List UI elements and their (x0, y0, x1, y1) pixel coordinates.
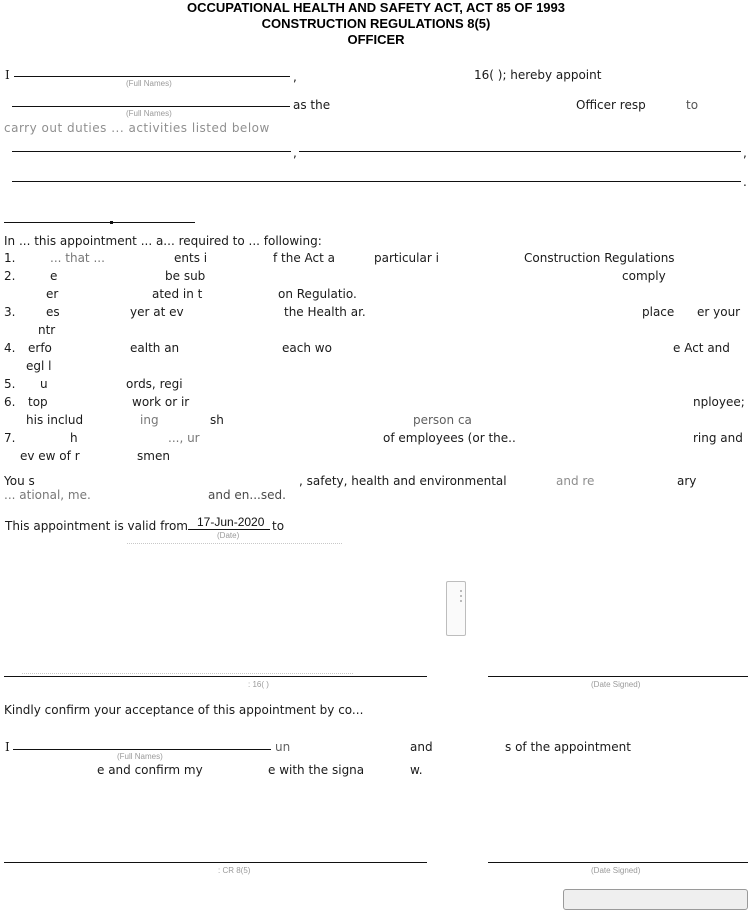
duty-item-text-b: ords, regi (126, 377, 183, 391)
duty-item-text-b: ealth an (130, 341, 180, 355)
acceptor-name-field[interactable] (13, 749, 271, 750)
signature-scroll-widget[interactable] (446, 581, 466, 636)
section-reference: 16( ); hereby appoint (474, 68, 602, 82)
duty-item-text-a: es (46, 305, 60, 319)
duty-item-text-d: particular i (374, 251, 439, 265)
acceptance-text-c: s of the appointment (505, 740, 631, 754)
signature-short-dot (110, 221, 113, 224)
duty-field-2[interactable] (299, 151, 741, 152)
date-signed-caption-1: (Date Signed) (591, 680, 641, 689)
duty-item-text-a: e (50, 269, 58, 283)
signature-short-field[interactable] (4, 222, 195, 223)
full-names-caption: (Full Names) (126, 79, 172, 88)
date-signed-field-1[interactable] (488, 676, 748, 677)
duty-item-text-e: comply (622, 269, 666, 283)
duty-item-text-c: of employees (or the.. (383, 431, 516, 445)
duty-item-cont-a: ev ew of r (20, 449, 80, 463)
duty-item-cont-b: ing (140, 413, 159, 427)
closing-text-b: , safety, health and environmental (299, 474, 507, 488)
duty-item-text-e: ring and (693, 431, 743, 445)
acceptance-text-a: un (275, 740, 291, 754)
duty-field-1[interactable] (12, 151, 291, 152)
duty-item-text-a: u (40, 377, 48, 391)
closing-text-e: ... ational, me. (4, 488, 91, 502)
closing-text-c: and re (556, 474, 595, 488)
comma-3: , (743, 146, 747, 160)
date-signed-field-2[interactable] (488, 862, 748, 863)
to-label: to (272, 519, 285, 533)
duty-item-text-e: e Act and (673, 341, 730, 355)
appointer-signature-field[interactable] (4, 676, 427, 677)
duties-intro: In ... this appointment ... a... required to ... following: (4, 234, 322, 248)
duty-item-text-b: work or ir (132, 395, 190, 409)
signature-caption-2: : CR 8(5) (218, 866, 251, 875)
duty-item-number: 2. (4, 269, 16, 283)
valid-from-date[interactable]: 17-Jun-2020 (197, 515, 265, 529)
date-signed-caption-2: (Date Signed) (591, 866, 641, 875)
duty-item-cont-b: ated in t (152, 287, 203, 301)
duty-item-text-a: erfo (28, 341, 52, 355)
duty-item-number: 7. (4, 431, 16, 445)
duty-item-text-c: each wo (282, 341, 332, 355)
closing-text-f: and en...sed. (208, 488, 286, 502)
document-title-line3: OFFICER (347, 32, 405, 47)
comma: , (293, 70, 297, 84)
duty-item-text-b: ents i (174, 251, 208, 265)
duty-item-text-b: yer at ev (130, 305, 184, 319)
document-title-line2: CONSTRUCTION REGULATIONS 8(5) (261, 16, 491, 31)
signature-dotted-line-1 (22, 673, 353, 674)
duty-item-cont-c: sh (210, 413, 224, 427)
duty-item-number: 4. (4, 341, 16, 355)
duty-item-text-e: place (642, 305, 675, 319)
duty-item-number: 1. (4, 251, 16, 265)
duty-item-number: 5. (4, 377, 16, 391)
officer-text-fragment: Officer resp (576, 98, 646, 112)
acceptance-confirm-text: Kindly confirm your acceptance of this appointment by co... (4, 703, 364, 717)
duty-item-text-a: h (70, 431, 78, 445)
duty-item-number: 3. (4, 305, 16, 319)
acceptor-signature-field[interactable] (4, 862, 427, 863)
as-the-text: as the (293, 98, 331, 112)
appointer-name-field[interactable] (14, 76, 290, 77)
acceptance-text-f: w. (410, 763, 423, 777)
carry-out-text-content: carry out duties ... activities listed below (4, 121, 270, 135)
carry-out-text (4, 121, 270, 135)
duty-item-cont-d: person ca (413, 413, 472, 427)
duty-item-text-e: Construction Regulations (524, 251, 675, 265)
submit-button[interactable] (563, 889, 748, 910)
duty-item-cont-a: his includ (26, 413, 84, 427)
duty-item-cont-a: ntr (38, 323, 56, 337)
duty-item-text-b: be sub (165, 269, 206, 283)
duty-item-number: 6. (4, 395, 16, 409)
comma-2: , (293, 146, 297, 160)
validity-label: This appointment is valid from (5, 519, 188, 533)
duty-item-text-a: ... that ... (50, 251, 105, 265)
document-title-line1: OCCUPATIONAL HEALTH AND SAFETY ACT, ACT 85 OF 1993 (186, 0, 565, 15)
valid-to-dotted-line (127, 543, 342, 544)
acceptance-text-d: e and confirm my (97, 763, 203, 777)
duty-item-cont-a: egl l (26, 359, 52, 373)
duty-item-cont-a: er (46, 287, 59, 301)
acceptance-text-e: e with the signa (268, 763, 365, 777)
valid-from-date-field[interactable] (188, 529, 270, 530)
duty-item-text-c: the Health ar. (284, 305, 366, 319)
duty-item-text-f: er your (697, 305, 741, 319)
duty-item-text-a: top (28, 395, 48, 409)
duty-item-cont-c: on Regulatio. (278, 287, 357, 301)
duty-item-text-b: ..., ur (168, 431, 200, 445)
acceptance-prefix-i: I (5, 740, 10, 754)
acceptance-text-b: and (410, 740, 433, 754)
period: . (743, 175, 747, 189)
officer-text-fragment-end: to (686, 98, 699, 112)
drag-handle-icon (460, 590, 462, 605)
prefix-i: I (5, 68, 10, 82)
duty-item-text-e: nployee; (693, 395, 745, 409)
appointee-name-field[interactable] (12, 106, 290, 107)
closing-text-d: ary (677, 474, 697, 488)
closing-text-a: You s (4, 474, 35, 488)
full-names-caption-2: (Full Names) (126, 109, 172, 118)
signature-caption-1: : 16( ) (248, 680, 269, 689)
duty-field-3[interactable] (12, 181, 741, 182)
duty-item-text-c: f the Act a (273, 251, 336, 265)
date-caption: (Date) (217, 531, 240, 540)
duty-item-cont-b: smen (137, 449, 170, 463)
full-names-caption-3: (Full Names) (117, 752, 163, 761)
